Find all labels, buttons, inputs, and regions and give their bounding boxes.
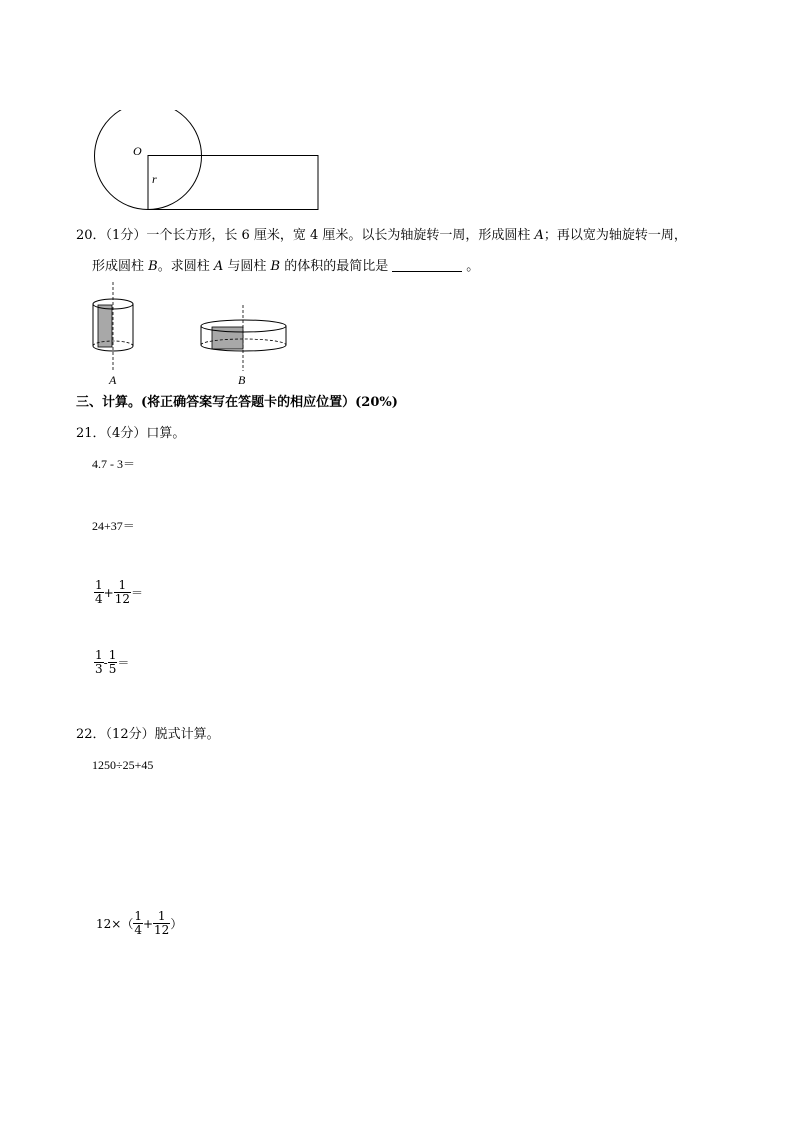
circle-rectangle-figure	[90, 110, 330, 215]
cylinder-b-label: B	[238, 373, 246, 387]
question-21-title: 21．（4分）口算。	[76, 426, 186, 441]
oral-calc-1: 4.7 - 3＝	[92, 457, 135, 471]
rectangle	[148, 156, 318, 210]
oral-calc-3: $\frac{1}{4}$ + $\frac{1}{12}$ ＝	[95, 578, 143, 606]
radius-label-r: r	[152, 172, 157, 186]
center-label-o: O	[133, 144, 142, 158]
fraction: $\frac{1}{12}$	[114, 578, 130, 606]
section-3-title: 三、计算。(将正确答案写在答题卡的相应位置）(20%)	[76, 395, 398, 410]
fraction: $\frac{1}{4}$	[134, 909, 142, 937]
question-20-line-2: 形成圆柱 B。求圆柱 A 与圆柱 B 的体积的最简比是 。	[92, 259, 480, 274]
oral-calc-2: 24+37＝	[92, 519, 135, 533]
step-calc-1: 1250÷25+45	[92, 758, 154, 772]
cylinder-a-label: A	[109, 373, 117, 387]
cylinder-b-figure	[196, 305, 292, 373]
fraction: $\frac{1}{5}$	[108, 648, 117, 676]
fraction: $\frac{1}{4}$	[95, 578, 103, 606]
oral-calc-4: $\frac{1}{3}$ - $\frac{1}{5}$ ＝	[95, 648, 130, 676]
step-calc-2: 12×（ $\frac{1}{4}$ + $\frac{1}{12}$ ）	[96, 909, 183, 937]
question-22-title: 22．（12分）脱式计算。	[76, 727, 220, 742]
fraction: $\frac{1}{3}$	[95, 648, 103, 676]
question-20-line-1: 20．（1分）一个长方形，长 6 厘米，宽 4 厘米。以长为轴旋转一周，形成圆柱 A；再以宽为轴旋转一周，	[76, 228, 687, 243]
answer-blank[interactable]	[392, 259, 462, 272]
cylinder-a-figure	[88, 282, 140, 372]
fraction: $\frac{1}{12}$	[154, 909, 170, 937]
